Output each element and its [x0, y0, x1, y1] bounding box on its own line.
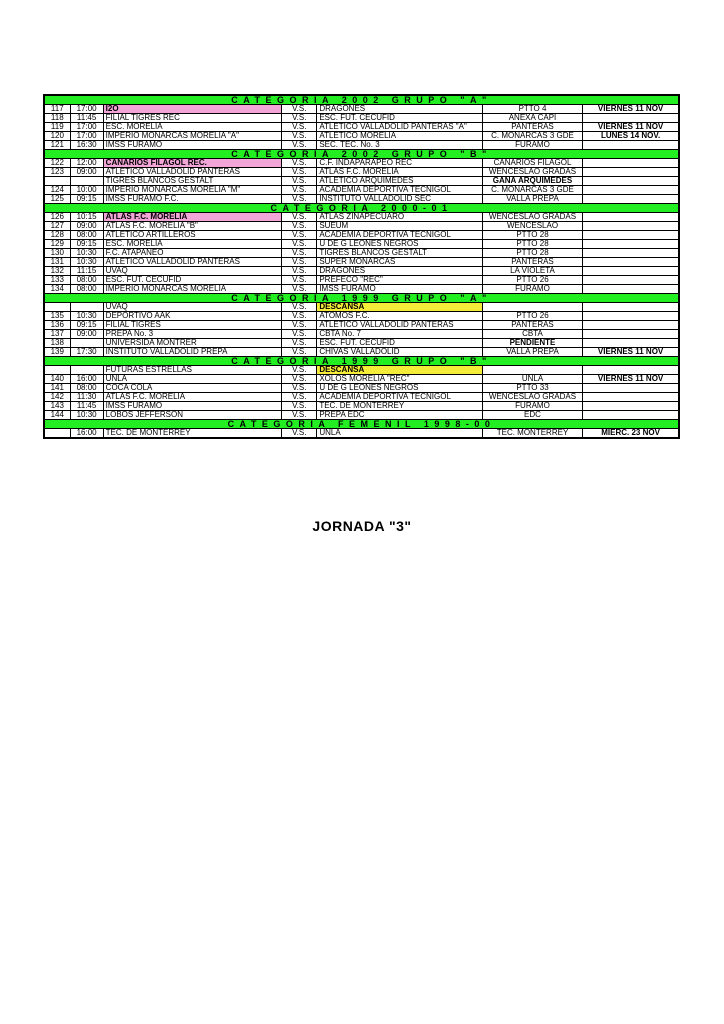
- match-row: [44, 132, 679, 141]
- versus-label: V.S.: [282, 348, 317, 357]
- match-row: [44, 303, 679, 312]
- match-time: 08:00: [70, 384, 103, 393]
- away-team: U DE G LEONES NEGROS: [317, 384, 483, 393]
- venue: [482, 366, 582, 375]
- category-header-row: [44, 204, 679, 213]
- versus-label: V.S.: [282, 285, 317, 294]
- home-team: UVAQ: [103, 303, 282, 312]
- home-team: IMSS FURAMO F.C.: [103, 195, 282, 204]
- match-time: 09:15: [70, 321, 103, 330]
- away-team: SUEUM: [317, 222, 483, 231]
- match-time: [70, 303, 103, 312]
- schedule-body: [44, 95, 679, 438]
- match-date: [583, 141, 679, 150]
- match-date: VIERNES 11 NOV: [583, 375, 679, 384]
- away-team: DRAGONES: [317, 267, 483, 276]
- match-row: [44, 330, 679, 339]
- away-team: CBTA No. 7: [317, 330, 483, 339]
- home-team: UVAQ: [103, 267, 282, 276]
- home-team: ESC. MORELIA: [103, 240, 282, 249]
- match-number: 131: [44, 258, 70, 267]
- match-time: 10:30: [70, 411, 103, 420]
- venue: ANEXA CAPI: [482, 114, 582, 123]
- versus-label: V.S.: [282, 222, 317, 231]
- versus-label: V.S.: [282, 213, 317, 222]
- away-team: SEC. TEC. No. 3: [317, 141, 483, 150]
- home-team: ESC. FUT. CECUFID: [103, 276, 282, 285]
- match-time: 16:00: [70, 375, 103, 384]
- match-row: [44, 195, 679, 204]
- home-team: IMPERIO MONARCAS MORELIA: [103, 285, 282, 294]
- home-team: ATLETICO VALLADOLID PANTERAS: [103, 168, 282, 177]
- match-time: 11:30: [70, 393, 103, 402]
- versus-label: V.S.: [282, 330, 317, 339]
- venue: FURAMO: [482, 285, 582, 294]
- match-row: [44, 339, 679, 348]
- match-row: [44, 348, 679, 357]
- away-team: CHIVAS VALLADOLID: [317, 348, 483, 357]
- venue: WENCESLAO GRADAS: [482, 393, 582, 402]
- match-row: [44, 213, 679, 222]
- venue: EDC: [482, 411, 582, 420]
- category-header-row: [44, 150, 679, 159]
- versus-label: V.S.: [282, 177, 317, 186]
- home-team: ATLETICO VALLADOLID PANTERAS: [103, 258, 282, 267]
- away-team: PREPA EDC: [317, 411, 483, 420]
- match-date: [583, 213, 679, 222]
- home-team: ATLAS F.C. MORELIA: [103, 393, 282, 402]
- home-team: UNLA: [103, 375, 282, 384]
- versus-label: V.S.: [282, 141, 317, 150]
- away-team: ESC. FUT. CECUFID: [317, 339, 483, 348]
- away-team: ATLETICO VALLADOLID PANTERAS "A": [317, 123, 483, 132]
- match-row: [44, 105, 679, 114]
- venue: LA VIOLETA: [482, 267, 582, 276]
- match-number: 142: [44, 393, 70, 402]
- away-team: IMSS FURAMO: [317, 285, 483, 294]
- versus-label: V.S.: [282, 258, 317, 267]
- category-title: CATEGORIA FEMENIL 1998-00: [44, 420, 679, 429]
- match-number: 117: [44, 105, 70, 114]
- category-header-row: [44, 357, 679, 366]
- match-number: 136: [44, 321, 70, 330]
- match-row: [44, 231, 679, 240]
- home-team: I2O: [103, 105, 282, 114]
- versus-label: V.S.: [282, 123, 317, 132]
- away-team: DRAGONES: [317, 105, 483, 114]
- venue: GANA ARQUIMEDES: [482, 177, 582, 186]
- match-date: [583, 366, 679, 375]
- match-number: 123: [44, 168, 70, 177]
- away-team: ATLETICO MORELIA: [317, 132, 483, 141]
- versus-label: V.S.: [282, 303, 317, 312]
- home-team: FILIAL TIGRES REC: [103, 114, 282, 123]
- away-team: SUPER MONARCAS: [317, 258, 483, 267]
- match-time: 09:00: [70, 168, 103, 177]
- match-number: 144: [44, 411, 70, 420]
- away-team: ESC. FUT. CECUFID: [317, 114, 483, 123]
- match-date: [583, 411, 679, 420]
- home-team: COCA COLA: [103, 384, 282, 393]
- match-time: 10:30: [70, 312, 103, 321]
- away-team: DESCANSA: [317, 303, 483, 312]
- versus-label: V.S.: [282, 105, 317, 114]
- home-team: CANARIOS FILAGOL REC.: [103, 159, 282, 168]
- venue: PANTERAS: [482, 258, 582, 267]
- venue: TEC. MONTERREY: [482, 429, 582, 439]
- match-date: [583, 384, 679, 393]
- match-date: [583, 285, 679, 294]
- schedule-table: [43, 94, 680, 439]
- home-team: FUTURAS ESTRELLAS: [103, 366, 282, 375]
- versus-label: V.S.: [282, 240, 317, 249]
- versus-label: V.S.: [282, 132, 317, 141]
- match-time: 08:00: [70, 285, 103, 294]
- versus-label: V.S.: [282, 375, 317, 384]
- match-date: [583, 177, 679, 186]
- versus-label: V.S.: [282, 321, 317, 330]
- match-row: [44, 393, 679, 402]
- away-team: TEC. DE MONTERREY: [317, 402, 483, 411]
- home-team: IMPERIO MONARCAS MORELIA "M": [103, 186, 282, 195]
- match-number: 133: [44, 276, 70, 285]
- versus-label: V.S.: [282, 159, 317, 168]
- match-row: [44, 429, 679, 439]
- match-row: [44, 402, 679, 411]
- home-team: UNIVERSIDA MONTRER: [103, 339, 282, 348]
- versus-label: V.S.: [282, 168, 317, 177]
- home-team: DEPORTIVO AAK: [103, 312, 282, 321]
- versus-label: V.S.: [282, 366, 317, 375]
- match-row: [44, 411, 679, 420]
- match-time: [70, 177, 103, 186]
- venue: C. MONARCAS 3 GDE: [482, 186, 582, 195]
- category-title: CATEGORIA 1999 GRUPO "B": [44, 357, 679, 366]
- match-row: [44, 123, 679, 132]
- away-team: ACADEMIA DEPORTIVA TECNIGOL: [317, 186, 483, 195]
- venue: [482, 303, 582, 312]
- versus-label: V.S.: [282, 393, 317, 402]
- venue: CBTA: [482, 330, 582, 339]
- match-date: VIERNES 11 NOV: [583, 123, 679, 132]
- match-time: 10:30: [70, 258, 103, 267]
- home-team: TIGRES BLANCOS GESTALT: [103, 177, 282, 186]
- match-date: [583, 267, 679, 276]
- venue: WENCESLAO GRADAS: [482, 213, 582, 222]
- match-time: 10:30: [70, 249, 103, 258]
- home-team: ATLAS F.C. MORELIA: [103, 213, 282, 222]
- match-number: 128: [44, 231, 70, 240]
- match-time: [70, 366, 103, 375]
- home-team: TEC. DE MONTERREY: [103, 429, 282, 439]
- venue: PTTO 26: [482, 312, 582, 321]
- match-time: 11:15: [70, 267, 103, 276]
- versus-label: V.S.: [282, 276, 317, 285]
- match-date: [583, 330, 679, 339]
- match-time: 09:00: [70, 222, 103, 231]
- match-number: 143: [44, 402, 70, 411]
- match-time: 10:00: [70, 186, 103, 195]
- match-date: [583, 303, 679, 312]
- match-date: [583, 186, 679, 195]
- match-date: VIERNES 11 NOV: [583, 105, 679, 114]
- versus-label: V.S.: [282, 249, 317, 258]
- venue: C. MONARCAS 3 GDE: [482, 132, 582, 141]
- match-time: 08:00: [70, 231, 103, 240]
- match-row: [44, 276, 679, 285]
- match-row: [44, 258, 679, 267]
- match-row: [44, 375, 679, 384]
- match-row: [44, 240, 679, 249]
- venue: VALLA PREPA: [482, 195, 582, 204]
- home-team: IMSS FURAMO: [103, 402, 282, 411]
- versus-label: V.S.: [282, 402, 317, 411]
- match-row: [44, 114, 679, 123]
- category-title: CATEGORIA 1999 GRUPO "A": [44, 294, 679, 303]
- match-row: [44, 168, 679, 177]
- away-team: DESCANSA: [317, 366, 483, 375]
- match-number: 127: [44, 222, 70, 231]
- venue: PANTERAS: [482, 123, 582, 132]
- home-team: IMSS FURAMO: [103, 141, 282, 150]
- venue: FURAMO: [482, 402, 582, 411]
- match-row: [44, 177, 679, 186]
- away-team: ATLETICO ARQUIMEDES: [317, 177, 483, 186]
- venue: WENCESLAO GRADAS: [482, 168, 582, 177]
- versus-label: V.S.: [282, 186, 317, 195]
- match-time: 12:00: [70, 159, 103, 168]
- match-number: 118: [44, 114, 70, 123]
- match-time: 16:30: [70, 141, 103, 150]
- match-number: 126: [44, 213, 70, 222]
- home-team: LOBOS JEFFERSON: [103, 411, 282, 420]
- match-number: [44, 177, 70, 186]
- versus-label: V.S.: [282, 267, 317, 276]
- away-team: C.F. INDAPARAPEO REC: [317, 159, 483, 168]
- match-time: [70, 339, 103, 348]
- venue: WENCESLAO: [482, 222, 582, 231]
- match-date: [583, 159, 679, 168]
- match-date: [583, 276, 679, 285]
- versus-label: V.S.: [282, 411, 317, 420]
- home-team: ATLETICO ARTILLEROS: [103, 231, 282, 240]
- match-date: VIERNES 11 NOV: [583, 348, 679, 357]
- match-date: [583, 231, 679, 240]
- venue: PTTO 4: [482, 105, 582, 114]
- match-row: [44, 222, 679, 231]
- match-date: LUNES 14 NOV.: [583, 132, 679, 141]
- match-number: 122: [44, 159, 70, 168]
- away-team: U DE G LEONES NEGROS: [317, 240, 483, 249]
- away-team: ATLAS ZINAPECUARO: [317, 213, 483, 222]
- match-number: 141: [44, 384, 70, 393]
- match-time: 09:15: [70, 195, 103, 204]
- match-row: [44, 312, 679, 321]
- match-time: 09:00: [70, 330, 103, 339]
- venue: PTTO 28: [482, 231, 582, 240]
- match-row: [44, 249, 679, 258]
- away-team: ATOMOS F.C.: [317, 312, 483, 321]
- home-team: IMPERIO MONARCAS MORELIA "A": [103, 132, 282, 141]
- jornada-title: JORNADA "3": [312, 518, 412, 534]
- venue: PTTO 26: [482, 276, 582, 285]
- away-team: UNLA: [317, 429, 483, 439]
- match-date: [583, 249, 679, 258]
- venue: VALLA PREPA: [482, 348, 582, 357]
- match-row: [44, 141, 679, 150]
- match-number: 139: [44, 348, 70, 357]
- match-date: [583, 168, 679, 177]
- versus-label: V.S.: [282, 195, 317, 204]
- match-time: 08:00: [70, 276, 103, 285]
- match-row: [44, 186, 679, 195]
- category-header-row: [44, 294, 679, 303]
- match-date: [583, 393, 679, 402]
- away-team: ACADEMIA DEPORTIVA TECNIGOL: [317, 231, 483, 240]
- away-team: XOLOS MORELIA "REC": [317, 375, 483, 384]
- match-time: 17:00: [70, 123, 103, 132]
- match-time: 17:00: [70, 132, 103, 141]
- venue: FURAMO: [482, 141, 582, 150]
- match-row: [44, 159, 679, 168]
- match-date: [583, 114, 679, 123]
- match-time: 09:15: [70, 240, 103, 249]
- match-time: 11:45: [70, 402, 103, 411]
- versus-label: V.S.: [282, 231, 317, 240]
- match-number: 137: [44, 330, 70, 339]
- match-date: [583, 321, 679, 330]
- venue: PANTERAS: [482, 321, 582, 330]
- away-team: TIGRES BLANCOS GESTALT: [317, 249, 483, 258]
- match-number: [44, 429, 70, 439]
- match-time: 11:45: [70, 114, 103, 123]
- match-date: [583, 339, 679, 348]
- match-date: [583, 222, 679, 231]
- versus-label: V.S.: [282, 384, 317, 393]
- category-title: CATEGORIA 2000-01: [44, 204, 679, 213]
- category-title: CATEGORIA 2002 GRUPO "A": [44, 95, 679, 105]
- venue: PENDIENTE: [482, 339, 582, 348]
- home-team: F.C. ATAPANEO: [103, 249, 282, 258]
- match-number: 119: [44, 123, 70, 132]
- away-team: ACADEMIA DEPORTIVA TECNIGOL: [317, 393, 483, 402]
- venue: CANARIOS FILAGOL: [482, 159, 582, 168]
- category-title: CATEGORIA 2002 GRUPO "B": [44, 150, 679, 159]
- venue: PTTO 33: [482, 384, 582, 393]
- match-time: 17:30: [70, 348, 103, 357]
- home-team: PREPA No. 3: [103, 330, 282, 339]
- home-team: ATLAS F.C. MORELIA "B": [103, 222, 282, 231]
- match-number: [44, 303, 70, 312]
- venue: UNLA: [482, 375, 582, 384]
- category-header-row: [44, 420, 679, 429]
- away-team: ATLAS F.C. MORELIA: [317, 168, 483, 177]
- match-time: 10:15: [70, 213, 103, 222]
- match-time: 16:00: [70, 429, 103, 439]
- venue: PTTO 28: [482, 249, 582, 258]
- versus-label: V.S.: [282, 312, 317, 321]
- match-time: 17:00: [70, 105, 103, 114]
- match-row: [44, 267, 679, 276]
- home-team: FILIAL TIGRES: [103, 321, 282, 330]
- category-header-row: [44, 95, 679, 105]
- match-date: [583, 258, 679, 267]
- versus-label: V.S.: [282, 429, 317, 439]
- match-date: [583, 312, 679, 321]
- away-team: PREFECO "REC": [317, 276, 483, 285]
- match-date: [583, 195, 679, 204]
- match-number: 121: [44, 141, 70, 150]
- match-number: 120: [44, 132, 70, 141]
- venue: PTTO 28: [482, 240, 582, 249]
- match-number: 135: [44, 312, 70, 321]
- match-number: 140: [44, 375, 70, 384]
- match-number: [44, 366, 70, 375]
- match-date: [583, 240, 679, 249]
- match-number: 138: [44, 339, 70, 348]
- match-number: 129: [44, 240, 70, 249]
- away-team: INSTITUTO VALLADOLID SEC: [317, 195, 483, 204]
- match-number: 125: [44, 195, 70, 204]
- versus-label: V.S.: [282, 114, 317, 123]
- match-row: [44, 285, 679, 294]
- match-number: 130: [44, 249, 70, 258]
- match-row: [44, 384, 679, 393]
- home-team: ESC. MORELIA: [103, 123, 282, 132]
- match-row: [44, 366, 679, 375]
- versus-label: V.S.: [282, 339, 317, 348]
- match-date: [583, 402, 679, 411]
- match-row: [44, 321, 679, 330]
- away-team: ATLETICO VALLADOLID PANTERAS: [317, 321, 483, 330]
- home-team: INSTITUTO VALLADOLID PREPA: [103, 348, 282, 357]
- match-number: 132: [44, 267, 70, 276]
- match-number: 124: [44, 186, 70, 195]
- match-number: 134: [44, 285, 70, 294]
- match-date: MIERC. 23 NOV: [583, 429, 679, 439]
